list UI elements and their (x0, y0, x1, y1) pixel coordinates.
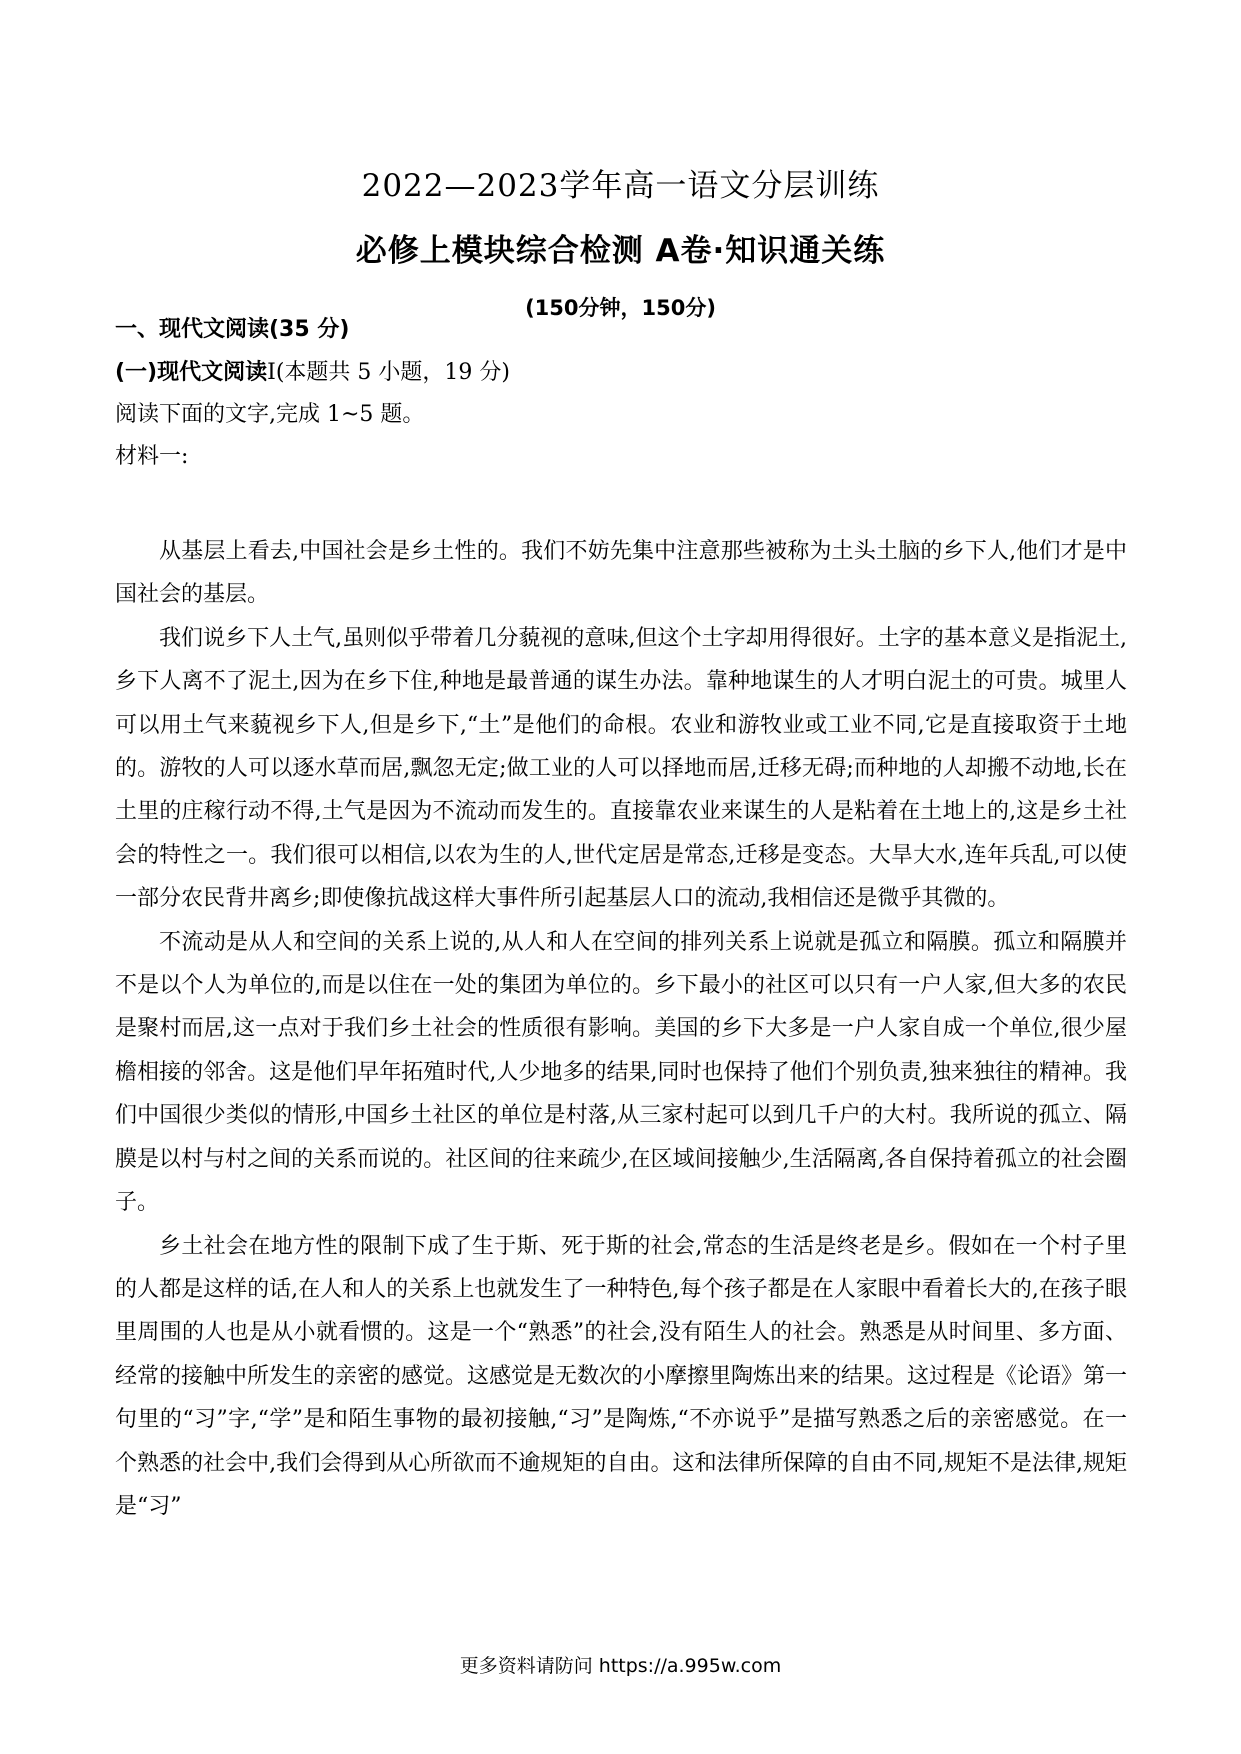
sub-heading-bold: (一)现代文阅读 (115, 360, 268, 385)
paragraph: 从基层上看去,中国社会是乡土性的。我们不妨先集中注意那些被称为土头土脑的乡下人,他们才是中国社会的基层。 (115, 539, 1127, 608)
footer-link[interactable]: 更多资料请防问 https://a.995w.com (459, 1655, 782, 1677)
section-heading-text: 一、现代文阅读(35 分) (115, 317, 350, 342)
paragraph: 乡土社会在地方性的限制下成了生于斯、死于斯的社会,常态的生活是终老是乡。假如在一个村子里的人都是这样的话,在人和人的关系上也就发生了一种特色,每个孩子都是在人家眼中看着长大的,在孩子眼里周围的人也是从小就看惯的。这是一个“熟悉”的社会,没有陌生人的社会。熟悉是从时间里、多方面、经常的接触中所发生的亲密的感觉。这感觉是无数次的小摩擦里陶炼出来的结果。这过程是《论语》第一句里的“习”字,“学”是和陌生事物的最初接触,“习”是陶炼,“不亦说乎”是描写熟悉之后的亲密感觉。在一个熟悉的社会中,我们会得到从心所欲而不逾规矩的自由。这和法律所保障的自由不同,规矩不是法律,规矩是“习” (115, 1233, 1128, 1519)
time-score: (150分钟，150分) (525, 296, 716, 320)
sub-heading-rest: Ⅰ(本题共 5 小题，19 分) (267, 360, 510, 385)
paragraph: 不流动是从人和空间的关系上说的,从人和人在空间的排列关系上说就是孤立和隔膜。孤立和隔膜并不是以个人为单位的,而是以住在一处的集团为单位的。乡下最小的社区可以只有一户人家,但大多的农民是聚村而居,这一点对于我们乡土社会的性质很有影响。美国的乡下大多是一户人家自成一个单位,很少屋檐相接的邻舍。这是他们早年拓殖时代,人少地多的结果,同时也保持了他们个别负责,独来独往的精神。我们中国很少类似的情形,中国乡土社区的单位是村落,从三家村起可以到几千户的大村。我所说的孤立、隔膜是以村与村之间的关系而说的。社区间的往来疏少,在区域间接触少,生活隔离,各自保持着孤立的社会圈子。 (115, 929, 1127, 1216)
exam-subtitle: 必修上模块综合检测 A卷·知识通关练 (355, 233, 886, 269)
material-label: 材料一: (115, 444, 189, 469)
instruction: 阅读下面的文字,完成 1~5 题。 (115, 402, 425, 427)
sub-section-heading (115, 355, 510, 386)
exam-title: 2022—2023学年高一语文分层训练 (361, 168, 880, 204)
section-heading (115, 312, 349, 343)
paragraph: 我们说乡下人土气,虽则似乎带着几分藐视的意味,但这个土字却用得很好。土字的基本意义是指泥土,乡下人离不了泥土,因为在乡下住,种地是最普通的谋生办法。靠种地谋生的人才明白泥土的可贵。城里人可以用土气来藐视乡下人,但是乡下,“土”是他们的命根。农业和游牧业或工业不同,它是直接取资于土地的。游牧的人可以逐水草而居,飘忽无定;做工业的人可以择地而居,迁移无碍;而种地的人却搬不动地,长在土里的庄稼行动不得,土气是因为不流动而发生的。直接靠农业来谋生的人是粘着在土地上的,这是乡土社会的特性之一。我们很可以相信,以农为生的人,世代定居是常态,迁移是变态。大旱大水,连年兵乱,可以使一部分农民背井离乡;即使像抗战这样大事件所引起基层人口的流动,我相信还是微乎其微的。 (115, 625, 1127, 912)
passage (115, 530, 1127, 1528)
